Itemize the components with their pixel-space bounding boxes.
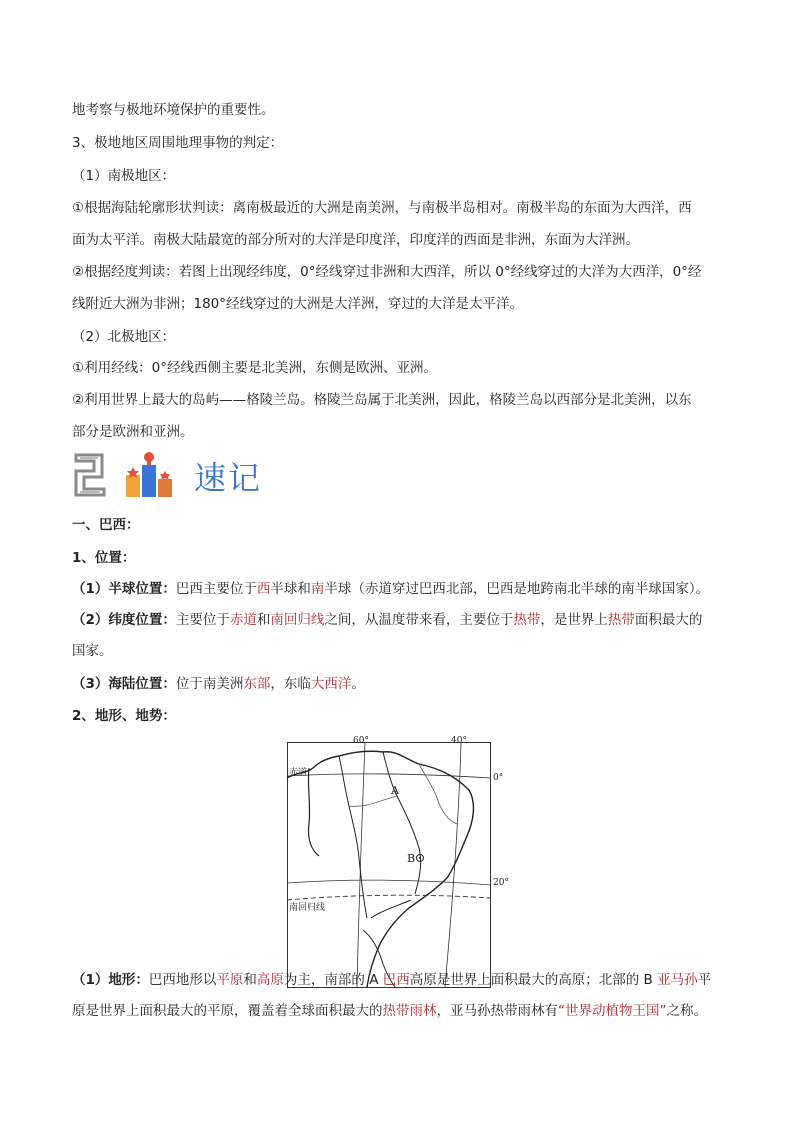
number-two-icon	[72, 451, 108, 497]
text: 位于南美洲	[175, 676, 244, 692]
highlight: 南	[310, 581, 325, 597]
subheading-arctic: （2）北极地区：	[72, 329, 176, 345]
label-lat-20: 20°	[493, 878, 509, 888]
text: 巴西主要位于	[175, 581, 257, 597]
section-header	[72, 448, 372, 504]
highlight: 亚马孙	[657, 972, 698, 988]
paragraph-hemisphere	[72, 579, 727, 599]
paragraph-arctic-1: ①利用经线：0°经线西侧主要是北美洲，东侧是欧洲、亚洲。	[72, 360, 437, 376]
text: 和	[243, 972, 257, 988]
highlight: 巴西	[382, 972, 410, 988]
paragraph-arctic-2b: 部分是欧洲和亚洲。	[72, 424, 194, 440]
text: ，亚马孙热带雨林有	[436, 1003, 558, 1019]
label-latitude: （2）纬度位置：	[72, 612, 176, 628]
text: 半球和	[270, 581, 311, 597]
paragraph-latitude-cont: 国家。	[72, 643, 113, 659]
text: 之间，从温度带来看，主要位于	[324, 612, 514, 628]
text: 主要位于	[175, 612, 230, 628]
highlight: 西	[256, 581, 271, 597]
paragraph-antarctic-2b: 线附近大洲为非洲；180°经线穿过的大洲是大洋洲，穿过的大洋是太平洋。	[72, 296, 524, 312]
paragraph-sea-land	[72, 674, 727, 694]
subheading-antarctic: （1）南极地区：	[72, 168, 176, 184]
trophy-podium-icon	[124, 451, 180, 499]
paragraph-antarctic-2a: ②根据经度判读：若图上出现经纬度，0°经线穿过非洲和大西洋，所以 0°经线穿过的大洋为大西洋，0°经	[72, 264, 702, 280]
subheading-polar: 3、极地地区周围地理事物的判定：	[72, 135, 284, 151]
highlight: 热带雨林	[382, 1003, 437, 1019]
text: 平	[697, 972, 712, 988]
label-point-b: B	[407, 852, 416, 865]
text: 为主，南部的 A	[283, 972, 383, 988]
paragraph-latitude	[72, 610, 727, 630]
text: ，是世界上	[540, 612, 608, 628]
highlight: 平原	[216, 972, 244, 988]
heading-terrain: 2、地形、地势：	[72, 708, 176, 724]
label-hemisphere: （1）半球位置：	[72, 581, 176, 597]
text: 巴西地形以	[148, 972, 217, 988]
highlight: 大西洋	[310, 676, 352, 692]
label-lon-40: 40°	[451, 736, 467, 746]
brazil-map	[287, 736, 509, 988]
text: ，东临	[270, 676, 311, 692]
highlight: 南回归线	[270, 612, 325, 628]
highlight: 热带	[513, 612, 541, 628]
text: 。	[351, 676, 365, 692]
paragraph-arctic-2a: ②利用世界上最大的岛屿——格陵兰岛。格陵兰岛属于北美洲，因此，格陵兰岛以西部分是北美洲，以东	[72, 392, 692, 408]
label-sea-land: （3）海陆位置：	[72, 676, 176, 692]
label-tropic: 南回归线	[289, 903, 326, 913]
heading-brazil: 一、巴西：	[72, 517, 140, 533]
highlight: “世界动植物王国”	[558, 1003, 667, 1019]
paragraph-terrain-2	[72, 1001, 727, 1021]
intro-line: 地考察与极地环境保护的重要性。	[72, 102, 275, 118]
paragraph-antarctic-1a: ①根据海陆轮廓形状判读：离南极最近的大洲是南美洲，与南极半岛相对。南极半岛的东面为大西洋，西	[72, 200, 692, 216]
paragraph-terrain-1	[72, 970, 727, 990]
label-point-a: A	[391, 784, 399, 797]
text: 和	[256, 612, 271, 628]
text: 原是世界上面积最大的平原，覆盖着全球面积最大的	[72, 1003, 383, 1019]
text: 高原是世界上面积最大的高原；北部的 B	[409, 972, 658, 988]
label-terrain: （1）地形：	[72, 972, 149, 988]
text: 面积最大的	[634, 612, 703, 628]
paragraph-antarctic-1b: 面为太平洋。南极大陆最宽的部分所对的大洋是印度洋，印度洋的西面是非洲，东面为大洋洲。	[72, 232, 639, 248]
highlight: 赤道	[229, 612, 257, 628]
label-equator: 赤道	[289, 768, 308, 778]
label-lat-0: 0°	[493, 773, 504, 783]
text: 之称。	[666, 1003, 707, 1019]
highlight: 高原	[256, 972, 284, 988]
highlight: 热带	[607, 612, 635, 628]
text: 半球（赤道穿过巴西北部，巴西是地跨南北半球的南半球国家）。	[324, 581, 710, 597]
point-b-dot	[419, 857, 421, 859]
highlight: 东部	[243, 676, 271, 692]
section-title: 速记	[194, 459, 263, 497]
label-lon-60: 60°	[353, 736, 369, 746]
heading-location: 1、位置：	[72, 550, 136, 566]
